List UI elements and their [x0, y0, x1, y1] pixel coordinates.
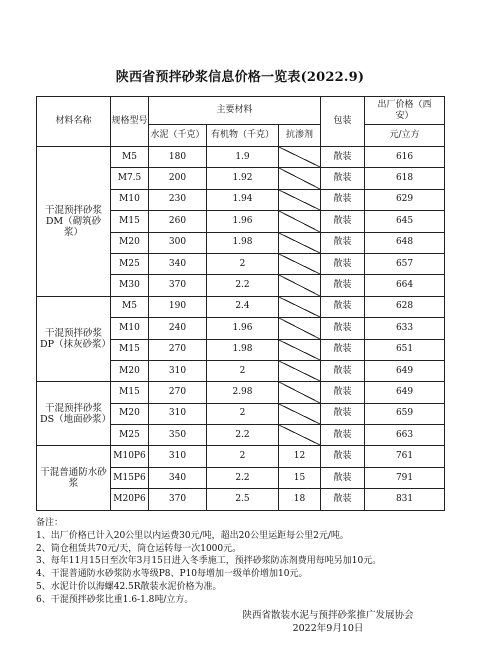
organic-cell: 2.2: [207, 467, 279, 488]
antiseep-cell: [279, 168, 321, 189]
spec-cell: M10P6: [111, 446, 149, 467]
cement-cell: 240: [149, 318, 207, 339]
antiseep-cell: [279, 403, 321, 424]
price-cell: 657: [365, 253, 445, 274]
packaging-cell: 散装: [321, 147, 365, 168]
price-table: [36, 96, 445, 511]
spec-cell: M25: [111, 253, 149, 274]
antiseep-cell: 12: [279, 446, 321, 467]
cement-cell: 340: [149, 253, 207, 274]
price-cell: 663: [365, 425, 445, 446]
packaging-cell: 散装: [321, 211, 365, 232]
packaging-cell: 散装: [321, 253, 365, 274]
table-row: [37, 147, 445, 168]
spec-cell: M30: [111, 275, 149, 296]
table-row: [37, 382, 445, 403]
header-material-name: 材料名称: [37, 97, 111, 147]
cement-cell: 310: [149, 446, 207, 467]
price-cell: 616: [365, 147, 445, 168]
packaging-cell: 散装: [321, 467, 365, 488]
material-category: 干混预拌砂浆DM（砌筑砂浆）: [37, 147, 111, 297]
price-cell: 645: [365, 211, 445, 232]
notes-heading: 备注：: [36, 518, 64, 528]
header-organic: 有机物（千克）: [207, 125, 279, 147]
material-category: 干混预拌砂浆DS（地面砂浆）: [37, 382, 111, 446]
cement-cell: 200: [149, 168, 207, 189]
price-cell: 831: [365, 489, 445, 510]
organic-cell: 1.98: [207, 232, 279, 253]
price-cell: 618: [365, 168, 445, 189]
organic-cell: 1.96: [207, 211, 279, 232]
cement-cell: 350: [149, 425, 207, 446]
antiseep-cell: [279, 253, 321, 274]
packaging-cell: 散装: [321, 189, 365, 210]
antiseep-cell: 18: [279, 489, 321, 510]
table-row: [37, 296, 445, 317]
packaging-cell: 散装: [321, 296, 365, 317]
organic-cell: 2.2: [207, 425, 279, 446]
note-line: 2、筒仓租赁共70元/天，筒仓运转每一次1000元。: [36, 543, 242, 554]
cement-cell: 310: [149, 360, 207, 381]
packaging-cell: 散装: [321, 232, 365, 253]
spec-cell: M10: [111, 189, 149, 210]
antiseep-cell: [279, 425, 321, 446]
spec-cell: M5: [111, 296, 149, 317]
antiseep-cell: [279, 275, 321, 296]
organic-cell: 1.92: [207, 168, 279, 189]
price-cell: 791: [365, 467, 445, 488]
packaging-cell: 散装: [321, 425, 365, 446]
material-category: 干混预拌砂浆DP（抹灰砂浆）: [37, 296, 111, 382]
packaging-cell: 散装: [321, 382, 365, 403]
cement-cell: 260: [149, 211, 207, 232]
header-price: 出厂价格（西安）: [365, 97, 445, 125]
antiseep-cell: [279, 232, 321, 253]
note-line: 5、水泥计价以海螺42.5R散装水泥价格为准。: [36, 581, 222, 592]
price-cell: 649: [365, 360, 445, 381]
cement-cell: 270: [149, 339, 207, 360]
cement-cell: 370: [149, 489, 207, 510]
cement-cell: 190: [149, 296, 207, 317]
organic-cell: 2.98: [207, 382, 279, 403]
spec-cell: M15P6: [111, 467, 149, 488]
packaging-cell: 散装: [321, 275, 365, 296]
cement-cell: 230: [149, 189, 207, 210]
price-cell: 651: [365, 339, 445, 360]
antiseep-cell: [279, 211, 321, 232]
price-cell: 628: [365, 296, 445, 317]
table-row: [37, 446, 445, 467]
cement-cell: 270: [149, 382, 207, 403]
page-title: 陕西省预拌砂浆信息价格一览表(2022.9): [115, 70, 365, 85]
notes: [36, 517, 456, 607]
organic-cell: 2.2: [207, 275, 279, 296]
cement-cell: 340: [149, 467, 207, 488]
header-cement: 水泥（千克）: [149, 125, 207, 147]
antiseep-cell: [279, 318, 321, 339]
spec-cell: M15: [111, 382, 149, 403]
price-cell: 648: [365, 232, 445, 253]
note-line: 3、每年11月15日至次年3月15日进入冬季施工，预拌砂浆防冻剂费用每吨另加10元。: [36, 556, 382, 567]
spec-cell: M20P6: [111, 489, 149, 510]
note-line: 6、干混预拌砂浆比重1.6-1.8吨/立方。: [36, 594, 194, 605]
organic-cell: 2.4: [207, 296, 279, 317]
organic-cell: 1.94: [207, 189, 279, 210]
organic-cell: 1.96: [207, 318, 279, 339]
header-main-materials: 主要材料: [149, 97, 321, 125]
organic-cell: 1.9: [207, 147, 279, 168]
organic-cell: 1.98: [207, 339, 279, 360]
spec-cell: M10: [111, 318, 149, 339]
header-spec: 规格型号: [111, 97, 149, 147]
spec-cell: M15: [111, 211, 149, 232]
antiseep-cell: [279, 360, 321, 381]
antiseep-cell: [279, 147, 321, 168]
antiseep-cell: [279, 382, 321, 403]
antiseep-cell: 15: [279, 467, 321, 488]
packaging-cell: 散装: [321, 403, 365, 424]
cement-cell: 300: [149, 232, 207, 253]
spec-cell: M20: [111, 403, 149, 424]
organic-cell: 2: [207, 446, 279, 467]
antiseep-cell: [279, 296, 321, 317]
packaging-cell: 散装: [321, 168, 365, 189]
note-line: 1、出厂价格已计入20公里以内运费30元/吨，超出20公里运距每公里2元/吨。: [36, 530, 349, 541]
spec-cell: M20: [111, 360, 149, 381]
organic-cell: 2.5: [207, 489, 279, 510]
spec-cell: M25: [111, 425, 149, 446]
antiseep-cell: [279, 189, 321, 210]
price-cell: 761: [365, 446, 445, 467]
note-line: 4、干混普通防水砂浆防水等级P8、P10每增加一级单价增加10元。: [36, 569, 308, 580]
footer-date: 2022年9月10日: [292, 623, 364, 634]
organic-cell: 2: [207, 403, 279, 424]
packaging-cell: 散装: [321, 318, 365, 339]
header-packaging: 包装: [321, 97, 365, 147]
cement-cell: 310: [149, 403, 207, 424]
organic-cell: 2: [207, 253, 279, 274]
cement-cell: 180: [149, 147, 207, 168]
organic-cell: 2: [207, 360, 279, 381]
header-unit: 元/立方: [365, 125, 445, 147]
price-cell: 649: [365, 382, 445, 403]
packaging-cell: 散装: [321, 360, 365, 381]
price-cell: 629: [365, 189, 445, 210]
antiseep-cell: [279, 339, 321, 360]
cement-cell: 370: [149, 275, 207, 296]
spec-cell: M5: [111, 147, 149, 168]
packaging-cell: 散装: [321, 339, 365, 360]
material-category: 干混普通防水砂浆: [37, 446, 111, 510]
price-cell: 664: [365, 275, 445, 296]
spec-cell: M15: [111, 339, 149, 360]
price-cell: 659: [365, 403, 445, 424]
price-cell: 633: [365, 318, 445, 339]
spec-cell: M20: [111, 232, 149, 253]
spec-cell: M7.5: [111, 168, 149, 189]
packaging-cell: 散装: [321, 489, 365, 510]
header-antiseep: 抗渗剂: [279, 125, 321, 147]
packaging-cell: 散装: [321, 446, 365, 467]
footer-org: 陕西省散装水泥与预拌砂浆推广发展协会: [242, 610, 414, 621]
